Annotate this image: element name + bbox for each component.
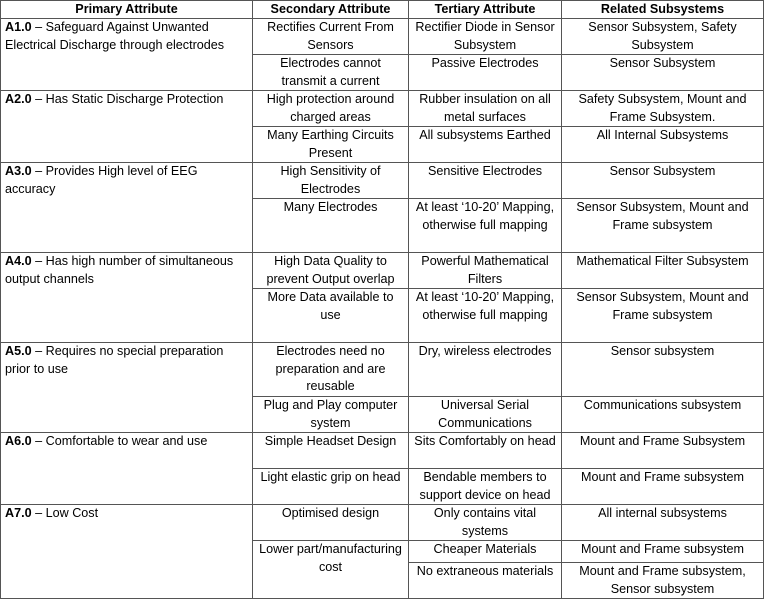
- attribute-text: – Provides High level of EEG accuracy: [5, 164, 198, 196]
- attribute-code: A7.0: [5, 506, 32, 520]
- table-row: [1, 19, 764, 55]
- related-cell: All Internal Subsystems: [562, 127, 764, 163]
- table-row: [1, 343, 764, 397]
- primary-cell: [1, 505, 253, 599]
- tertiary-cell: Passive Electrodes: [409, 55, 562, 91]
- attribute-code: A1.0: [5, 20, 32, 34]
- attribute-code: A6.0: [5, 434, 32, 448]
- related-cell: Sensor Subsystem, Safety Subsystem: [562, 19, 764, 55]
- secondary-cell: Electrodes cannot transmit a current: [253, 55, 409, 91]
- attribute-code: A3.0: [5, 164, 32, 178]
- secondary-cell: High protection around charged areas: [253, 91, 409, 127]
- attribute-text: – Comfortable to wear and use: [31, 434, 208, 448]
- tertiary-cell: Only contains vital systems: [409, 505, 562, 541]
- attribute-text: – Requires no special preparation prior to use: [5, 344, 224, 376]
- related-cell: Sensor subsystem: [562, 343, 764, 397]
- related-cell: Safety Subsystem, Mount and Frame Subsystem.: [562, 91, 764, 127]
- tertiary-cell: At least ‘10-20’ Mapping, otherwise full mapping: [409, 289, 562, 343]
- related-cell: Mathematical Filter Subsystem: [562, 253, 764, 289]
- primary-cell: [1, 253, 253, 343]
- tertiary-cell: Rubber insulation on all metal surfaces: [409, 91, 562, 127]
- related-cell: Mount and Frame subsystem: [562, 469, 764, 505]
- related-cell: Mount and Frame Subsystem: [562, 433, 764, 469]
- tertiary-cell: Universal Serial Communications: [409, 397, 562, 433]
- tertiary-cell: Bendable members to support device on head: [409, 469, 562, 505]
- primary-cell: [1, 91, 253, 163]
- table-row: [1, 163, 764, 199]
- related-cell: Sensor Subsystem: [562, 163, 764, 199]
- secondary-cell: High Sensitivity of Electrodes: [253, 163, 409, 199]
- attribute-text: – Low Cost: [31, 506, 99, 520]
- header-tertiary: Tertiary Attribute: [409, 1, 562, 19]
- secondary-cell: Rectifies Current From Sensors: [253, 19, 409, 55]
- secondary-cell: Electrodes need no preparation and are reusable: [253, 343, 409, 397]
- header-secondary: Secondary Attribute: [253, 1, 409, 19]
- primary-cell: [1, 343, 253, 433]
- related-cell: Sensor Subsystem: [562, 55, 764, 91]
- attribute-code: A4.0: [5, 254, 32, 268]
- secondary-cell: Many Earthing Circuits Present: [253, 127, 409, 163]
- related-cell: Sensor Subsystem, Mount and Frame subsystem: [562, 199, 764, 253]
- related-cell: Communications subsystem: [562, 397, 764, 433]
- primary-cell: [1, 19, 253, 91]
- attribute-code: A2.0: [5, 92, 32, 106]
- related-cell: Mount and Frame subsystem, Sensor subsystem: [562, 563, 764, 599]
- related-cell: Mount and Frame subsystem: [562, 541, 764, 563]
- secondary-cell: Optimised design: [253, 505, 409, 541]
- table-row: [1, 91, 764, 127]
- table-row: [1, 253, 764, 289]
- tertiary-cell: Dry, wireless electrodes: [409, 343, 562, 397]
- related-cell: Sensor Subsystem, Mount and Frame subsystem: [562, 289, 764, 343]
- header-row: [1, 1, 764, 19]
- header-related: Related Subsystems: [562, 1, 764, 19]
- tertiary-cell: Sits Comfortably on head: [409, 433, 562, 469]
- tertiary-cell: No extraneous materials: [409, 563, 562, 599]
- secondary-cell: Lower part/manufacturing cost: [253, 541, 409, 599]
- table-row: [1, 505, 764, 541]
- tertiary-cell: Rectifier Diode in Sensor Subsystem: [409, 19, 562, 55]
- secondary-cell: High Data Quality to prevent Output overlap: [253, 253, 409, 289]
- attribute-text: – Has Static Discharge Protection: [31, 92, 224, 106]
- secondary-cell: More Data available to use: [253, 289, 409, 343]
- tertiary-cell: Sensitive Electrodes: [409, 163, 562, 199]
- secondary-cell: Simple Headset Design: [253, 433, 409, 469]
- tertiary-cell: At least ‘10-20’ Mapping, otherwise full mapping: [409, 199, 562, 253]
- attribute-text: – Safeguard Against Unwanted Electrical Discharge through electrodes: [5, 20, 225, 52]
- secondary-cell: Plug and Play computer system: [253, 397, 409, 433]
- header-primary: Primary Attribute: [1, 1, 253, 19]
- primary-cell: [1, 163, 253, 253]
- related-cell: All internal subsystems: [562, 505, 764, 541]
- attribute-text: – Has high number of simultaneous output channels: [5, 254, 234, 286]
- table-row: [1, 433, 764, 469]
- attribute-code: A5.0: [5, 344, 32, 358]
- secondary-cell: Light elastic grip on head: [253, 469, 409, 505]
- tertiary-cell: Cheaper Materials: [409, 541, 562, 563]
- tertiary-cell: All subsystems Earthed: [409, 127, 562, 163]
- secondary-cell: Many Electrodes: [253, 199, 409, 253]
- tertiary-cell: Powerful Mathematical Filters: [409, 253, 562, 289]
- primary-cell: [1, 433, 253, 505]
